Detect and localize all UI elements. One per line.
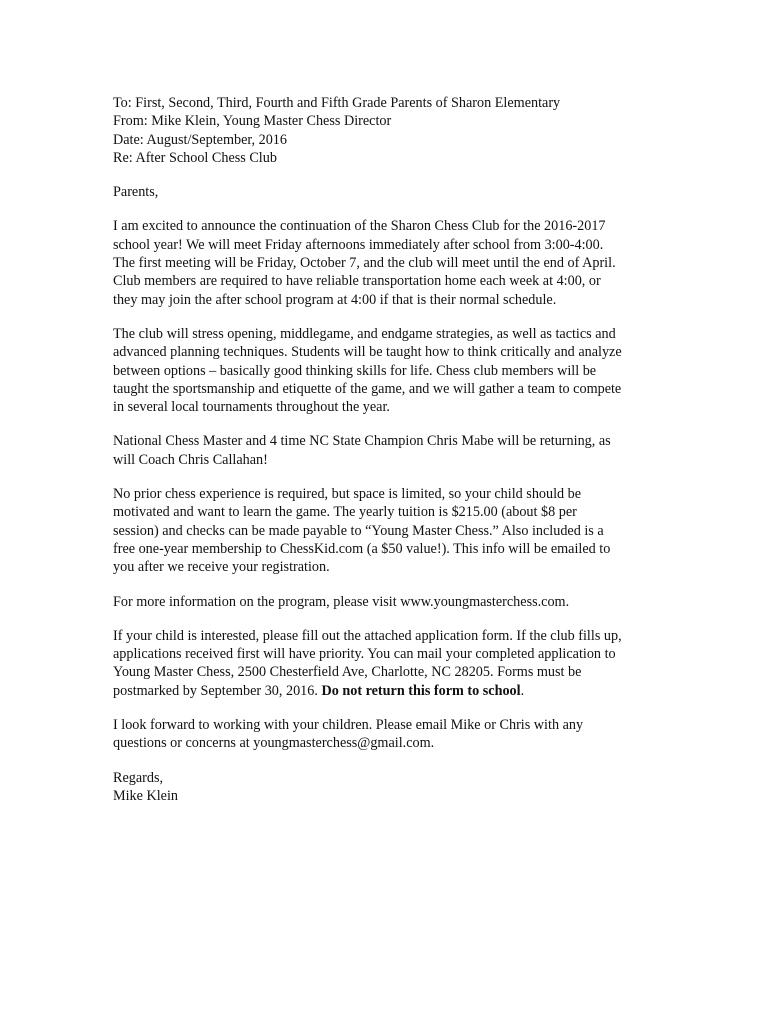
- paragraph-more-info: [113, 593, 673, 611]
- text-line: will Coach Chris Callahan!: [113, 451, 268, 468]
- text-line: No prior chess experience is required, but space is limited, so your child should be: [113, 486, 582, 503]
- text-line: National Chess Master and 4 time NC State Champion Chris Mabe will be returning, as: [113, 433, 611, 450]
- text-line: Club members are required to have reliable transportation home each week at 4:00, or: [113, 273, 601, 290]
- paragraph-announcement: [113, 217, 673, 308]
- text-line: taught the sportsmanship and etiquette of the game, and we will gather a team to compete: [113, 380, 622, 397]
- text-line: they may join the after school program at 4:00 if that is their normal schedule.: [113, 291, 557, 308]
- text-line: advanced planning techniques. Students will be taught how to think critically and analyze: [113, 344, 622, 361]
- paragraph-tuition: [113, 485, 673, 576]
- memo-from: From: Mike Klein, Young Master Chess Director: [113, 113, 392, 130]
- text-line: If your child is interested, please fill out the attached application form. If the club fills up,: [113, 627, 622, 644]
- text-line: I look forward to working with your children. Please email Mike or Chris with any: [113, 717, 584, 734]
- text-line-with-emphasis: [113, 682, 673, 700]
- text-line: school year! We will meet Friday afternoons immediately after school from 3:00-4:00.: [113, 236, 604, 253]
- text-line: motivated and want to learn the game. The yearly tuition is $215.00 (about $8 per: [113, 504, 577, 521]
- paragraph-coaches: [113, 432, 673, 469]
- memo-header: [113, 94, 673, 167]
- text-line: free one-year membership to ChessKid.com (a $50 value!). This info will be emailed to: [113, 540, 611, 557]
- do-not-return-warning: Do not return this form to school: [321, 682, 521, 699]
- signature-name: Mike Klein: [113, 787, 179, 804]
- paragraph-curriculum: [113, 325, 673, 416]
- text-line: you after we receive your registration.: [113, 559, 330, 576]
- memo-subject: Re: After School Chess Club: [113, 149, 277, 166]
- closing-regards: Regards,: [113, 769, 164, 786]
- memo-date: Date: August/September, 2016: [113, 131, 287, 148]
- sentence-end: .: [520, 682, 525, 699]
- text-line: The club will stress opening, middlegame, and endgame strategies, as well as tactics and: [113, 325, 616, 342]
- text-line: between options – basically good thinking skills for life. Chess club members will be: [113, 362, 597, 379]
- text-line: in several local tournaments throughout the year.: [113, 399, 390, 416]
- salutation: Parents,: [113, 184, 159, 201]
- letter-page: [113, 94, 673, 821]
- text-line: For more information on the program, please visit www.youngmasterchess.com.: [113, 593, 570, 610]
- text-line: applications received first will have priority. You can mail your completed application to: [113, 646, 616, 663]
- text-line: Young Master Chess, 2500 Chesterfield Ave, Charlotte, NC 28205. Forms must be: [113, 664, 582, 681]
- text-line: questions or concerns at youngmasterchess@gmail.com.: [113, 735, 435, 752]
- text-line: The first meeting will be Friday, October 7, and the club will meet until the end of April.: [113, 255, 616, 272]
- paragraph-contact: [113, 716, 673, 753]
- deadline-text: postmarked by September 30, 2016.: [113, 682, 322, 699]
- text-line: I am excited to announce the continuation of the Sharon Chess Club for the 2016-2017: [113, 218, 606, 235]
- paragraph-application: [113, 627, 673, 700]
- memo-to: To: First, Second, Third, Fourth and Fifth Grade Parents of Sharon Elementary: [113, 95, 561, 111]
- text-line: session) and checks can be made payable to “Young Master Chess.” Also included is a: [113, 522, 604, 539]
- closing-block: [113, 769, 673, 806]
